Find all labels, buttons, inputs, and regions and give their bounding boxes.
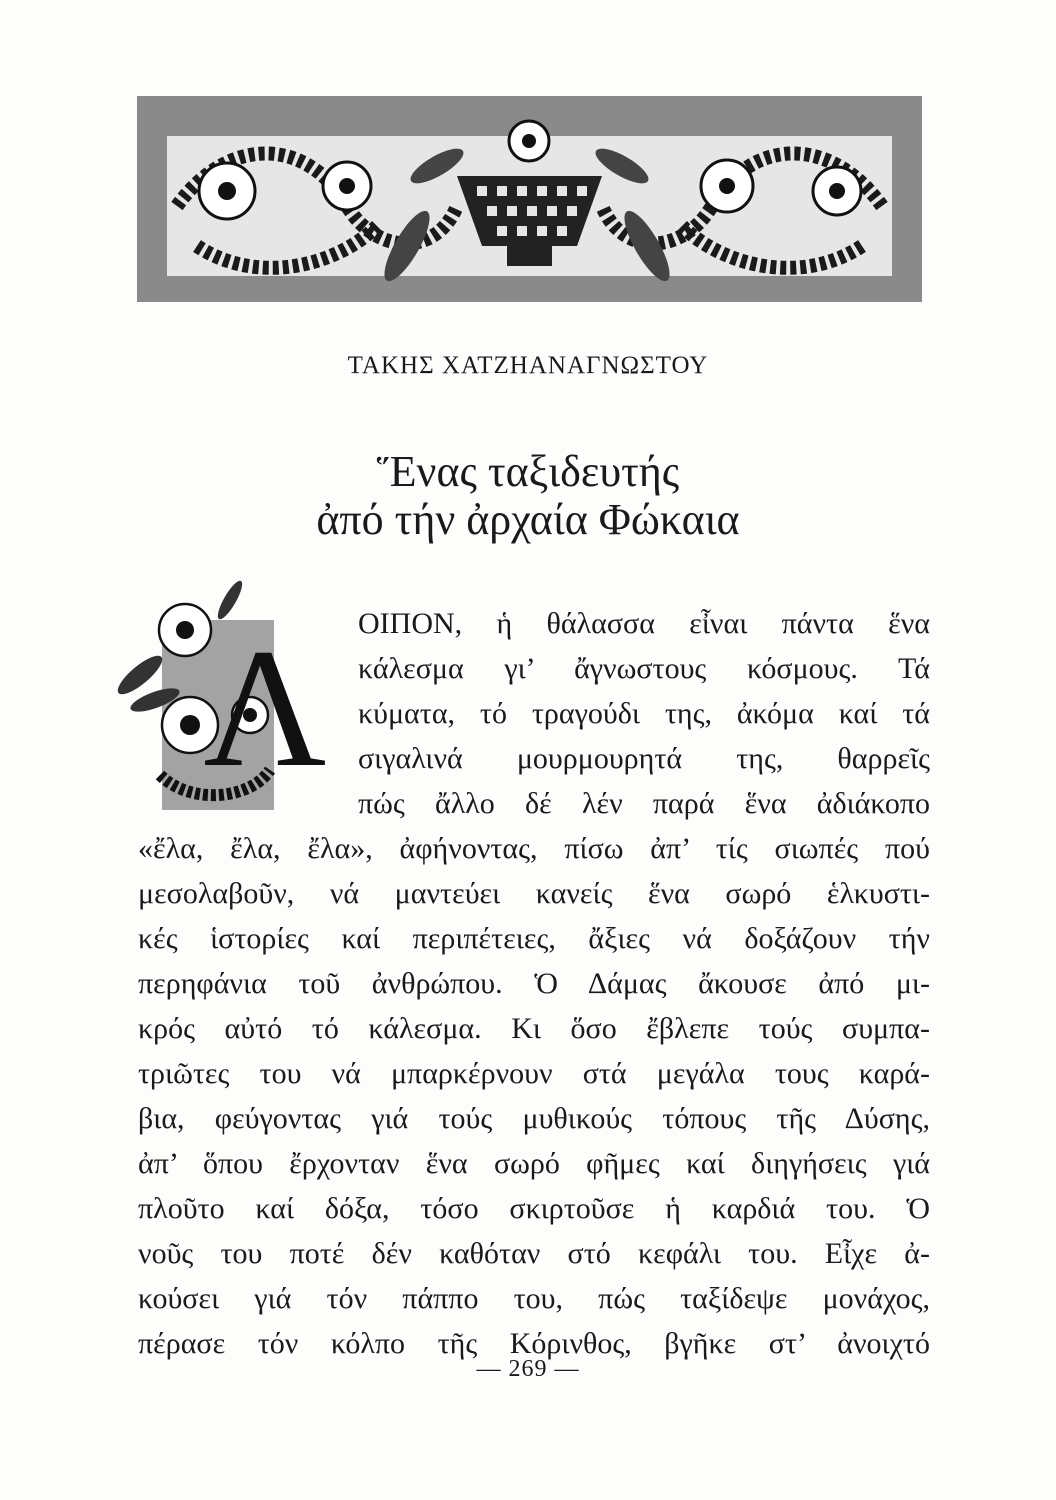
body-line: κύματα, τό τραγούδι της, ἀκόμα καί τά xyxy=(358,697,930,730)
body-line: σιγαλινά μουρμουρητά της, θαρρεῖς xyxy=(358,742,930,775)
body-line: περηφάνια τοῦ ἀνθρώπου. Ὁ Δάμας ἄκουσε ἀπό μι- xyxy=(138,967,930,1000)
body-line: ΟΙΠΟΝ, ἡ θάλασσα εἶναι πάντα ἕνα xyxy=(358,607,930,640)
body-line: νοῦς του ποτέ δέν καθόταν στό κεφάλι του. Εἶχε ἀ- xyxy=(138,1237,930,1270)
page-number: — 269 — xyxy=(476,1356,580,1382)
body-line: κάλεσμα γι’ ἄγνωστους κόσμους. Τά xyxy=(358,652,930,685)
story-title xyxy=(0,448,1056,544)
body-line: «ἔλα, ἔλα, ἔλα», ἀφήνοντας, πίσω ἀπ’ τίς σιωπές πού xyxy=(138,832,930,865)
author-name: ΤΑΚΗΣ ΧΑΤΖΗΑΝΑΓΝΩΣΤΟΥ xyxy=(347,352,709,379)
body-line: μεσολαβοῦν, νά μαντεύει κανείς ἕνα σωρό ἑλκυστι- xyxy=(138,877,930,910)
drop-cap-letter: Λ xyxy=(203,614,327,802)
ornamental-header-illustration xyxy=(137,96,922,302)
body-line: βια, φεύγοντας γιά τούς μυθικούς τόπους τῆς Δύσης, xyxy=(138,1102,930,1135)
body-line: πέρασε τόν κόλπο τῆς Κόρινθος, βγῆκε στ’ ἀνοιχτό xyxy=(138,1327,930,1360)
body-line: πώς ἄλλο δέ λέν παρά ἕνα ἀδιάκοπο xyxy=(358,787,930,820)
body-line: κούσει γιά τόν πάππο του, πώς ταξίδεψε μονάχος, xyxy=(138,1282,930,1315)
title-line-1: Ἕνας ταξιδευτής xyxy=(376,447,680,496)
body-line: πλοῦτο καί δόξα, τόσο σκιρτοῦσε ἡ καρδιά του. Ὁ xyxy=(138,1192,930,1225)
body-line: τριῶτες του νά μπαρκέρνουν στά μεγάλα τους καρά- xyxy=(138,1057,930,1090)
body-line: ἀπ’ ὅπου ἔρχονταν ἕνα σωρό φῆμες καί διηγήσεις γιά xyxy=(138,1147,930,1180)
body-line: κές ἱστορίες καί περιπέτειες, ἄξιες νά δοξάζουν τήν xyxy=(138,922,930,955)
body-line: κρός αὐτό τό κάλεσμα. Κι ὅσο ἔβλεπε τούς συμπα- xyxy=(138,1012,930,1045)
title-line-2: ἀπό τήν ἀρχαία Φώκαια xyxy=(316,495,740,544)
illuminated-drop-cap xyxy=(100,575,350,815)
